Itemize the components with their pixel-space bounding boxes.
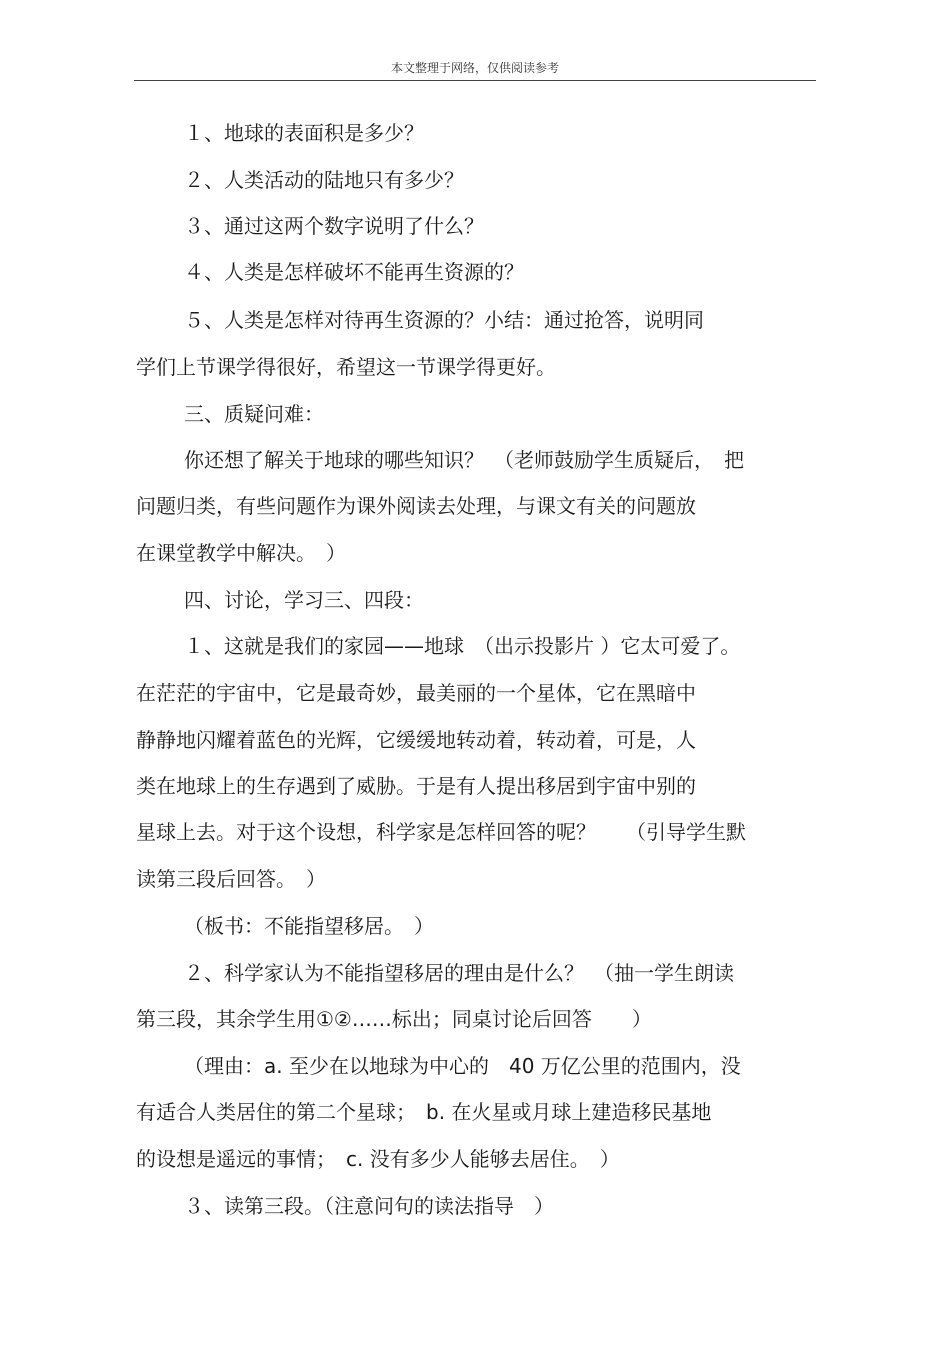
text-line: 静静地闪耀着蓝色的光辉，它缓缓地转动着，转动着，可是，人 (136, 728, 696, 752)
text-line: （板书：不能指望移居。 ） (184, 914, 434, 938)
text-line: （理由：a. 至少在以地球为中心的 40 万亿公里的范围内，没 (184, 1054, 741, 1078)
text-line: 三、质疑问难： (184, 402, 324, 426)
text-line: 在茫茫的宇宙中，它是最奇妙，最美丽的一个星体，它在黑暗中 (136, 681, 696, 705)
text-line: 第三段，其余学生用①②……标出；同桌讨论后回答 ） (136, 1007, 652, 1031)
text-line: ５、人类是怎样对待再生资源的？小结：通过抢答，说明同 (184, 308, 704, 332)
text-line: 四、讨论，学习三、四段： (184, 588, 424, 612)
text-line: 的设想是遥远的事情； c. 没有多少人能够去居住。 ） (136, 1147, 620, 1171)
page-header: 本文整理于网络，仅供阅读参考 (390, 61, 559, 75)
text-line: 星球上去。对于这个设想，科学家是怎样回答的呢？ （引导学生默 (136, 820, 746, 844)
text-line: ４、人类是怎样破坏不能再生资源的？ (184, 260, 524, 284)
text-line: ２、人类活动的陆地只有多少？ (184, 168, 464, 192)
text-line: ３、读第三段。（注意问句的读法指导 ） (184, 1194, 554, 1218)
text-line: １、这就是我们的家园——地球 （出示投影片 ）它太可爱了。 (184, 634, 741, 658)
text-line: 问题归类，有些问题作为课外阅读去处理，与课文有关的问题放 (136, 494, 696, 518)
text-line: 有适合人类居住的第二个星球； b. 在火星或月球上建造移民基地 (136, 1100, 712, 1124)
text-line: 类在地球上的生存遇到了威胁。于是有人提出移居到宇宙中别的 (136, 774, 696, 798)
text-line: 读第三段后回答。 ） (136, 867, 326, 891)
text-line: 你还想了解关于地球的哪些知识？ （老师鼓励学生质疑后， 把 (184, 448, 744, 472)
text-line: １、地球的表面积是多少？ (184, 121, 424, 145)
text-line: ２、科学家认为不能指望移居的理由是什么？ （抽一学生朗读 (184, 961, 734, 985)
text-line: 学们上节课学得很好，希望这一节课学得更好。 (136, 355, 556, 379)
text-line: 在课堂教学中解决。 ） (136, 541, 346, 565)
text-line: ３、通过这两个数字说明了什么？ (184, 214, 484, 238)
header-divider (134, 80, 816, 81)
